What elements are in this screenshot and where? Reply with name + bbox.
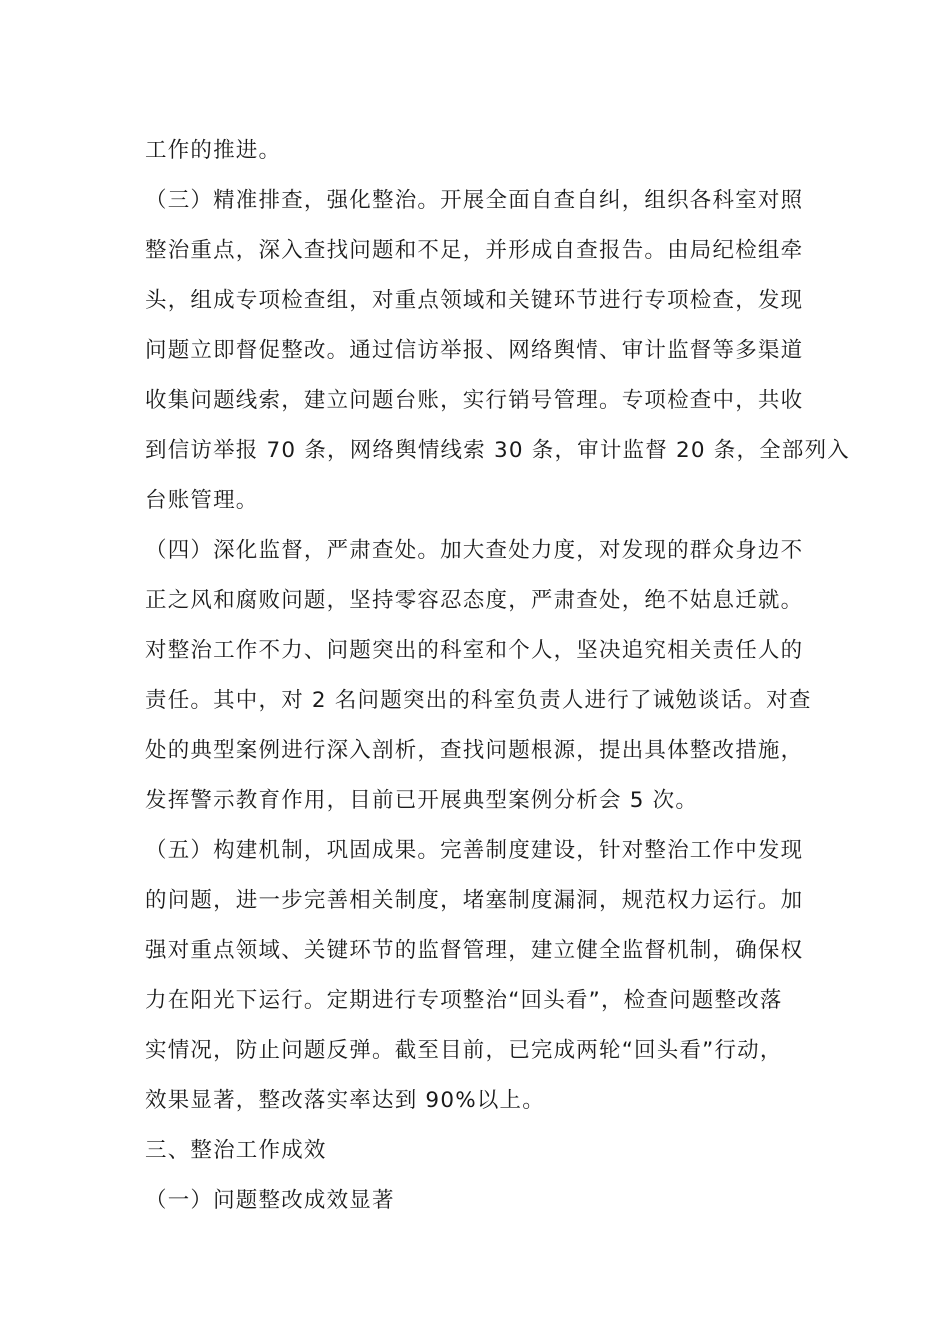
text-line: 对整治工作不力、问题突出的科室和个人，坚决追究相关责任人的 bbox=[145, 638, 804, 663]
section-heading bbox=[145, 1126, 810, 1176]
text-line: 工作的推进。 bbox=[145, 138, 282, 163]
heading-line: （一）问题整改成效显著 bbox=[145, 1188, 395, 1213]
text-line: 收集问题线索，建立问题台账，实行销号管理。专项检查中，共收 bbox=[145, 388, 804, 413]
text-line: 台账管理。 bbox=[145, 488, 259, 513]
text-line: （四）深化监督，严肃查处。加大查处力度，对发现的群众身边不 bbox=[145, 538, 804, 563]
text-line: 到信访举报 70 条，网络舆情线索 30 条，审计监督 20 条，全部列入 bbox=[145, 438, 850, 463]
text-line: （五）构建机制，巩固成果。完善制度建设，针对整治工作中发现 bbox=[145, 838, 804, 863]
text-line: 实情况，防止问题反弹。截至目前，已完成两轮“回头看”行动， bbox=[145, 1038, 783, 1063]
paragraph-section-5 bbox=[145, 826, 810, 1126]
paragraph-section-3 bbox=[145, 176, 850, 526]
text-line: 处的典型案例进行深入剖析，查找问题根源，提出具体整改措施， bbox=[145, 738, 804, 763]
text-line: 整治重点，深入查找问题和不足，并形成自查报告。由局纪检组牵 bbox=[145, 238, 804, 263]
text-line: 效果显著，整改落实率达到 90%以上。 bbox=[145, 1088, 545, 1113]
text-line: 强对重点领域、关键环节的监督管理，建立健全监督机制，确保权 bbox=[145, 938, 804, 963]
text-line: 头，组成专项检查组，对重点领域和关键环节进行专项检查，发现 bbox=[145, 288, 804, 313]
paragraph-continuation bbox=[145, 126, 810, 176]
text-line: 发挥警示教育作用，目前已开展典型案例分析会 5 次。 bbox=[145, 788, 699, 813]
text-line: 力在阳光下运行。定期进行专项整治“回头看”，检查问题整改落 bbox=[145, 988, 783, 1013]
text-line: 的问题，进一步完善相关制度，堵塞制度漏洞，规范权力运行。加 bbox=[145, 888, 804, 913]
text-line: 责任。其中，对 2 名问题突出的科室负责人进行了诫勉谈话。对查 bbox=[145, 688, 812, 713]
text-line: （三）精准排查，强化整治。开展全面自查自纠，组织各科室对照 bbox=[145, 188, 804, 213]
document-body bbox=[145, 126, 850, 1226]
paragraph-section-4 bbox=[145, 526, 810, 826]
subsection-heading bbox=[145, 1176, 810, 1226]
heading-line: 三、整治工作成效 bbox=[145, 1138, 327, 1163]
text-line: 正之风和腐败问题，坚持零容忍态度，严肃查处，绝不姑息迁就。 bbox=[145, 588, 804, 613]
text-line: 问题立即督促整改。通过信访举报、网络舆情、审计监督等多渠道 bbox=[145, 338, 804, 363]
